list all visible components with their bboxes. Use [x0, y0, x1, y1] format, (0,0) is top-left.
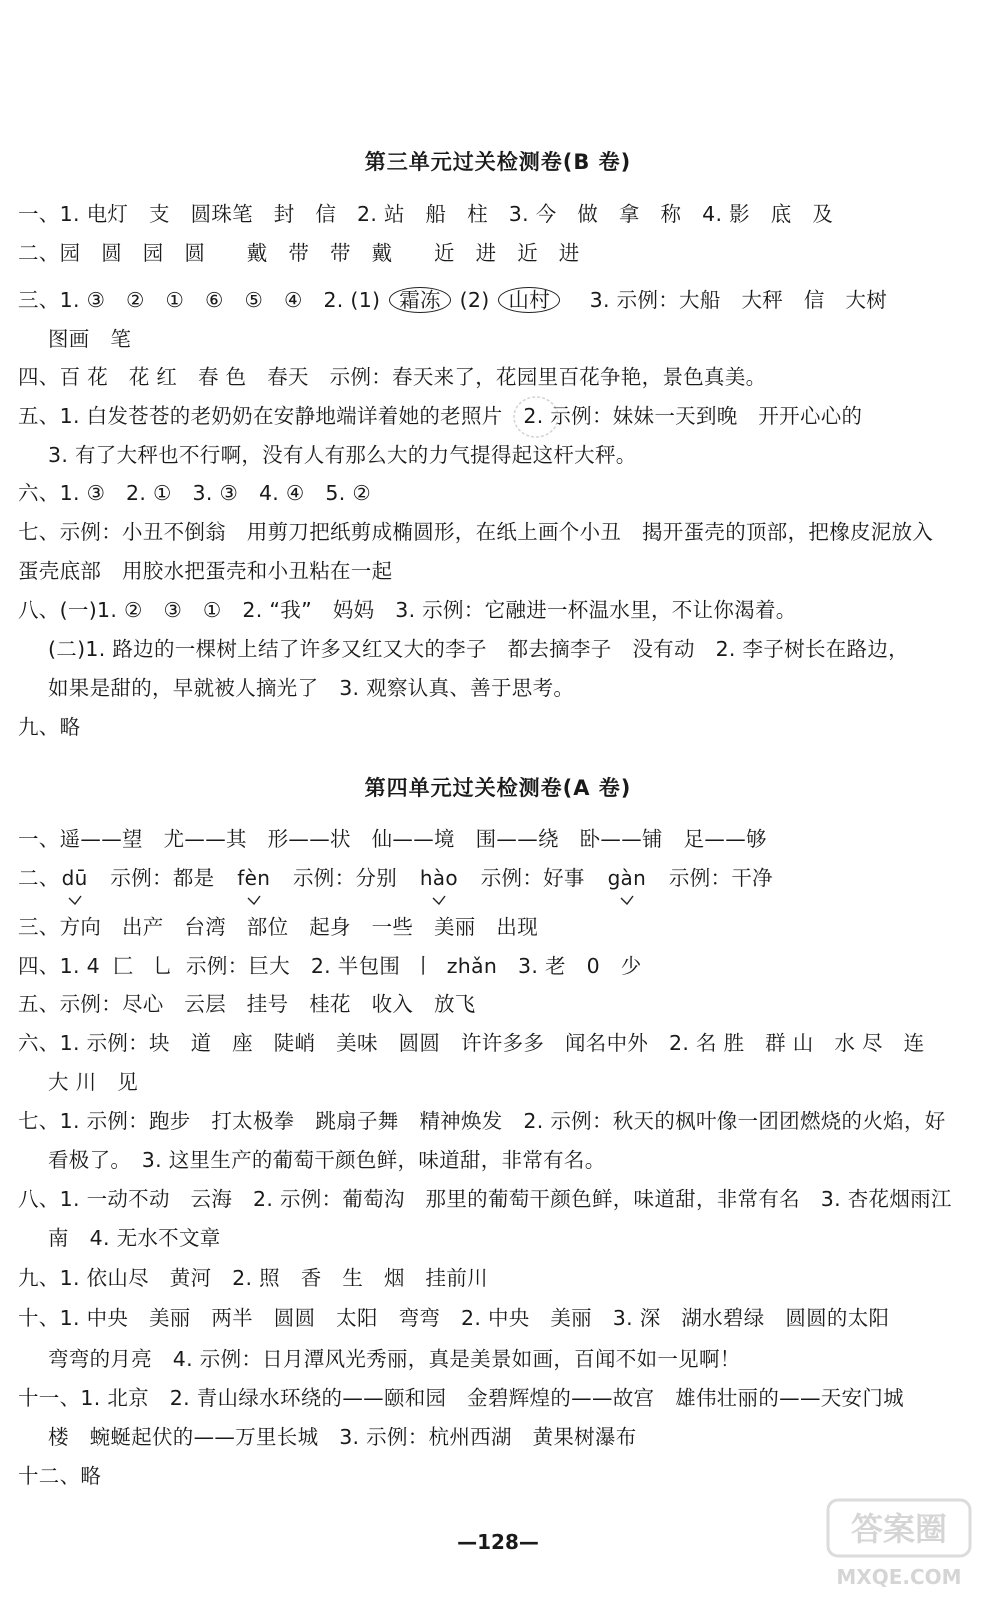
answer-text: (2): [459, 288, 490, 312]
answer-line: 一、1. 电灯 支 圆珠笔 封 信 2. 站 船 柱 3. 今 做 拿 称 4. 影 底 及: [18, 202, 834, 226]
answer-line: 五、示例：尽心 云层 挂号 桂花 收入 放飞: [18, 992, 476, 1016]
answer-text: 三、1. ③ ② ① ⑥ ⑤ ④ 2. (1): [18, 288, 381, 312]
answer-line: 如果是甜的，早就被人摘光了 3. 观察认真、善于思考。: [48, 676, 575, 700]
answer-line: 九、略: [18, 715, 81, 739]
answer-text: 示例：干净: [668, 866, 773, 890]
answer-line: 七、1. 示例：跑步 打太极拳 跳扇子舞 精神焕发 2. 示例：秋天的枫叶像一团团燃烧的火焰，好: [18, 1109, 946, 1133]
answer-line: 3. 有了大秤也不行啊，没有人有那么大的力气提得起这杆大秤。: [48, 443, 637, 467]
answer-line: 九、1. 依山尽 黄河 2. 照 香 生 烟 挂前川: [18, 1266, 488, 1290]
answer-line: 六、1. 示例：块 道 座 陡峭 美味 圆圆 许许多多 闻名中外 2. 名 胜 群 山 水 尽 连: [18, 1031, 925, 1055]
answer-line: [18, 287, 982, 313]
pinyin-text: dū: [61, 866, 88, 890]
circled-word: 霜冻: [389, 287, 451, 313]
answer-line: 一、遥——望 尤——其 形——状 仙——境 围——绕 卧——铺 足——够: [18, 827, 767, 851]
answer-line: 四、百 花 花 红 春 色 春天 示例：春天来了，花园里百花争艳，景色真美。: [18, 365, 767, 389]
pinyin-answer: [62, 865, 88, 891]
answer-line: 大 川 见: [48, 1070, 139, 1094]
pinyin-text: gàn: [607, 866, 647, 890]
section-title-unit4-a: 第四单元过关检测卷(A 卷): [364, 776, 632, 800]
page-number: —128—: [457, 1530, 539, 1554]
answer-line: 十一、1. 北京 2. 青山绿水环绕的——颐和园 金碧辉煌的——故宫 雄伟壮丽的——天安门城: [18, 1386, 904, 1410]
pinyin-text: hào: [419, 866, 458, 890]
answer-text: 3. 示例：大船 大秤 信 大树: [589, 288, 888, 312]
answer-line: 十二、略: [18, 1464, 102, 1488]
pinyin-text: fèn: [237, 866, 271, 890]
answer-text: 示例：巨大 2. 半包围: [186, 954, 401, 978]
answer-text: 四、1. 4: [18, 954, 100, 978]
svg-text:答案圈: 答案圈: [850, 1510, 948, 1548]
stamp-mark-icon: [510, 392, 562, 442]
watermark-logo-icon: [824, 1492, 974, 1592]
answer-line: [18, 953, 982, 979]
answer-line: (二)1. 路边的一棵树上结了许多又红又大的李子 都去摘李子 没有动 2. 李子树长在路边，: [48, 637, 909, 661]
section-title-unit3-b: 第三单元过关检测卷(B 卷): [364, 150, 632, 174]
checkmark-icon: [620, 895, 634, 905]
answer-line: 十、1. 中央 美丽 两半 圆圆 太阳 弯弯 2. 中央 美丽 3. 深 湖水碧绿 圆圆的太阳: [18, 1306, 890, 1330]
answer-line: 五、1. 白发苍苍的老奶奶在安静地端详着她的老照片 2. 示例：妹妹一天到晚 开开心心的: [18, 404, 863, 428]
answer-line: 蛋壳底部 用胶水把蛋壳和小丑粘在一起: [18, 559, 393, 583]
answer-text: 示例：分别: [293, 866, 397, 890]
answer-line: 弯弯的月亮 4. 示例：日月潭风光秀丽，真是美景如画，百闻不如一见啊！: [48, 1347, 741, 1371]
answer-text: zhǎn 3. 老 0 少: [446, 954, 642, 978]
stroke-glyph: 丨: [413, 954, 434, 978]
answer-text: 示例：好事: [480, 866, 585, 890]
answer-line: 二、园 圆 园 圆 戴 带 带 戴 近 进 近 进: [18, 241, 580, 265]
checkmark-icon: [432, 895, 446, 905]
answer-line: 八、1. 一动不动 云海 2. 示例：葡萄沟 那里的葡萄干颜色鲜，味道甜，非常有名 3. 杏花烟雨江: [18, 1187, 952, 1211]
answer-line: 看极了。 3. 这里生产的葡萄干颜色鲜，味道甜，非常有名。: [48, 1148, 606, 1172]
answer-line: 六、1. ③ 2. ① 3. ③ 4. ④ 5. ②: [18, 481, 372, 505]
answer-line: 七、示例：小丑不倒翁 用剪刀把纸剪成椭圆形，在纸上画个小丑 揭开蛋壳的顶部，把橡皮泥放入: [18, 520, 934, 544]
pinyin-answer: [420, 865, 458, 891]
checkmark-icon: [68, 895, 82, 905]
answer-line: 图画 笔: [48, 327, 132, 351]
svg-text:MXQE.COM: MXQE.COM: [836, 1565, 962, 1589]
pinyin-answer: [608, 865, 647, 891]
checkmark-icon: [247, 895, 261, 905]
answer-line: 三、方向 出产 台湾 部位 起身 一些 美丽 出现: [18, 915, 538, 939]
stroke-glyph: 乚: [152, 954, 174, 978]
answer-line: 八、(一)1. ② ③ ① 2. “我” 妈妈 3. 示例：它融进一杯温水里，不让你渴着。: [18, 598, 797, 622]
pinyin-answer: [237, 865, 270, 891]
answer-line: 南 4. 无水不文章: [48, 1226, 221, 1250]
stroke-glyph: 匚: [112, 954, 134, 978]
answer-line: [18, 865, 982, 891]
answer-text: 二、: [18, 866, 60, 890]
answer-line: 楼 蜿蜒起伏的——万里长城 3. 示例：杭州西湖 黄果树瀑布: [48, 1425, 637, 1449]
circled-word: 山村: [498, 287, 560, 313]
answer-text: 示例：都是: [110, 866, 215, 890]
